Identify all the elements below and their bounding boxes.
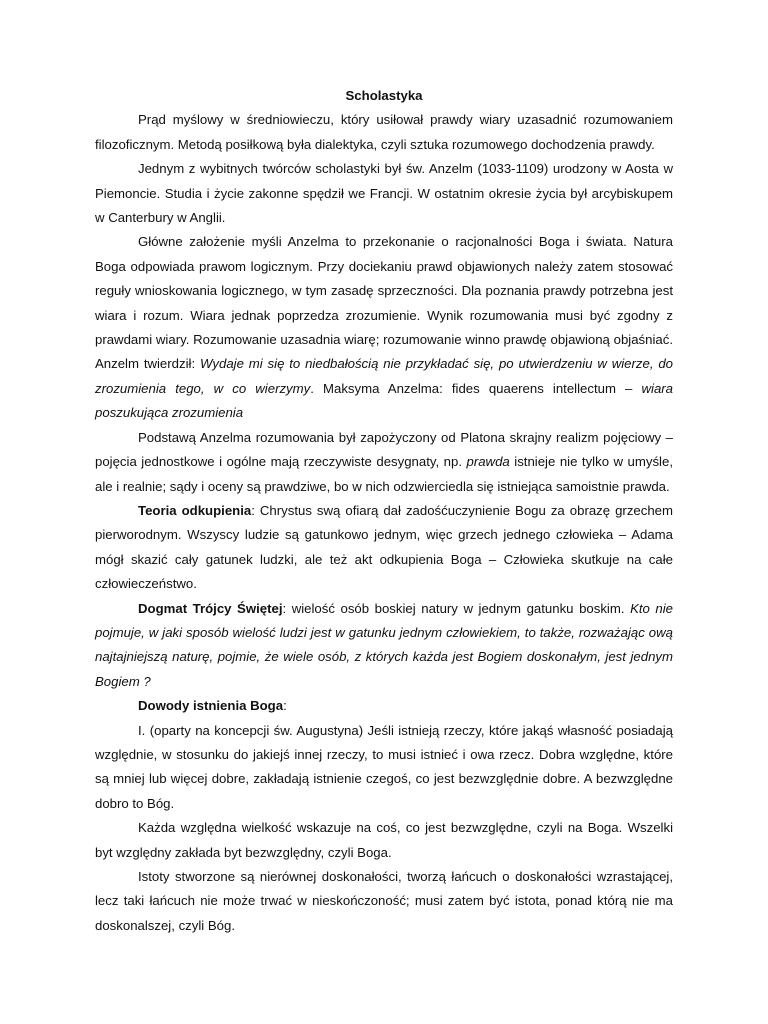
paragraph-relative-magnitude: Każda względna wielkość wskazuje na coś, co jest bezwzględne, czyli na Boga. Wszelki byt względny zakłada byt bezwzględny, czyli Boga. — [95, 820, 673, 860]
paragraph-text: : — [283, 698, 287, 714]
document-title: Scholastyka — [345, 88, 423, 103]
anselm-quote: Wydaje mi się to niedbałością nie przykładać się, po utwierdzeniu w wierze, do zrozumienia tego, w co wierzymy — [95, 356, 673, 396]
paragraph-proofs-heading — [95, 694, 673, 718]
paragraph-anselm-bio: Jednym z wybitnych twórców scholastyki był św. Anzelm (1033-1109) urodzony w Aosta w Piemoncie. Studia i życie zakonne spędził we Francji. W ostatnim okresie życia był arcybiskupem w Canterbury w Anglii. — [95, 161, 673, 226]
trinity-quote: Kto nie pojmuje, w jaki sposób wielość ludzi jest w gatunku jednym człowiekiem, to także, rozważając ową najtajniejszą naturę, pojmie, że wiele osób, z których każda jest Bogiem doskonałym, jest jednym Bogiem ? — [95, 600, 674, 689]
paragraph-perfection-chain: Istoty stworzone są nierównej doskonałości, tworzą łańcuch o doskonałości wzrastającej, lecz taki łańcuch nie może trwać w nieskończoność; musi zatem być istota, ponad którą nie ma doskonalszej, czyli Bóg. — [95, 869, 673, 933]
section-label: Dogmat Trójcy Świętej — [138, 600, 283, 616]
paragraph-definition: Prąd myślowy w średniowieczu, który usiłował prawdy wiary uzasadnić rozumowaniem filozoficznym. Metodą posiłkową była dialektyka, czyli sztuka rozumowego dochodzenia prawdy. — [95, 112, 673, 152]
paragraph-text: : Chrystus swą ofiarą dał zadośćuczynienie Bogu za obrazę grzechem pierworodnym. Wszyscy ludzie są gatunkowo jednym, więc grzech jednego człowieka – Adama mógł skazić cały gatunek ludzki, ale też akt odkupienia Boga – Człowieka skutkuje na całe człowieczeństwo. — [95, 502, 673, 592]
paragraph-realism — [95, 426, 673, 499]
paragraph-text: istnieje nie tylko w umyśle, ale i realnie; sądy i oceny są prawdziwe, bo w nich odzwierciedla się istniejąca samoistnie prawda. — [95, 454, 673, 494]
paragraph-main-assumption — [95, 230, 673, 425]
document-page — [95, 84, 673, 938]
paragraph-text: Główne założenie myśli Anzelma to przekonanie o racjonalności Boga i świata. Natura Boga odpowiada prawom logicznym. Przy dociekaniu prawd objawionych należy zatem stosować reguły wnioskowania logicznego, w tym zasadę sprzeczności. Dla poznania prawdy potrzebna jest wiara i rozum. Wiara jednak poprzedza zrozumienie. Wynik rozumowania musi być zgodny z prawdami wiary. Rozumowanie uzasadnia wiarę; rozumowanie winno prawdę objawioną objaśniać. Anzelm twierdził: — [95, 234, 673, 372]
paragraph-text: . Maksyma Anzelma: fides quaerens intellectum – — [310, 380, 642, 396]
paragraph-proof-one: I. (oparty na koncepcji św. Augustyna) Jeśli istnieją rzeczy, które jakąś własność posiadają względnie, w stosunku do jakiejś innej rzeczy, to musi istnieć i owa rzecz. Dobra względne, które są mniej lub więcej dobre, zakładają istnienie czegoś, co jest bezwzględnie dobre. A bezwzględne dobro to Bóg. — [95, 722, 673, 811]
paragraph-trinity — [95, 597, 673, 695]
maxim-translation: wiara poszukująca zrozumienia — [95, 380, 673, 421]
paragraph-redemption — [95, 499, 673, 597]
section-label: Dowody istnienia Boga — [138, 698, 284, 714]
italic-term: prawda — [466, 454, 510, 470]
section-label: Teoria odkupienia — [138, 502, 252, 518]
paragraph-text: Podstawą Anzelma rozumowania był zapożyczony od Platona skrajny realizm pojęciowy – pojęcia jednostkowe i ogólne mają rzeczywiste desygnaty, np. — [95, 429, 673, 470]
paragraph-text: : wielość osób boskiej natury w jednym gatunku boskim. — [282, 600, 631, 616]
